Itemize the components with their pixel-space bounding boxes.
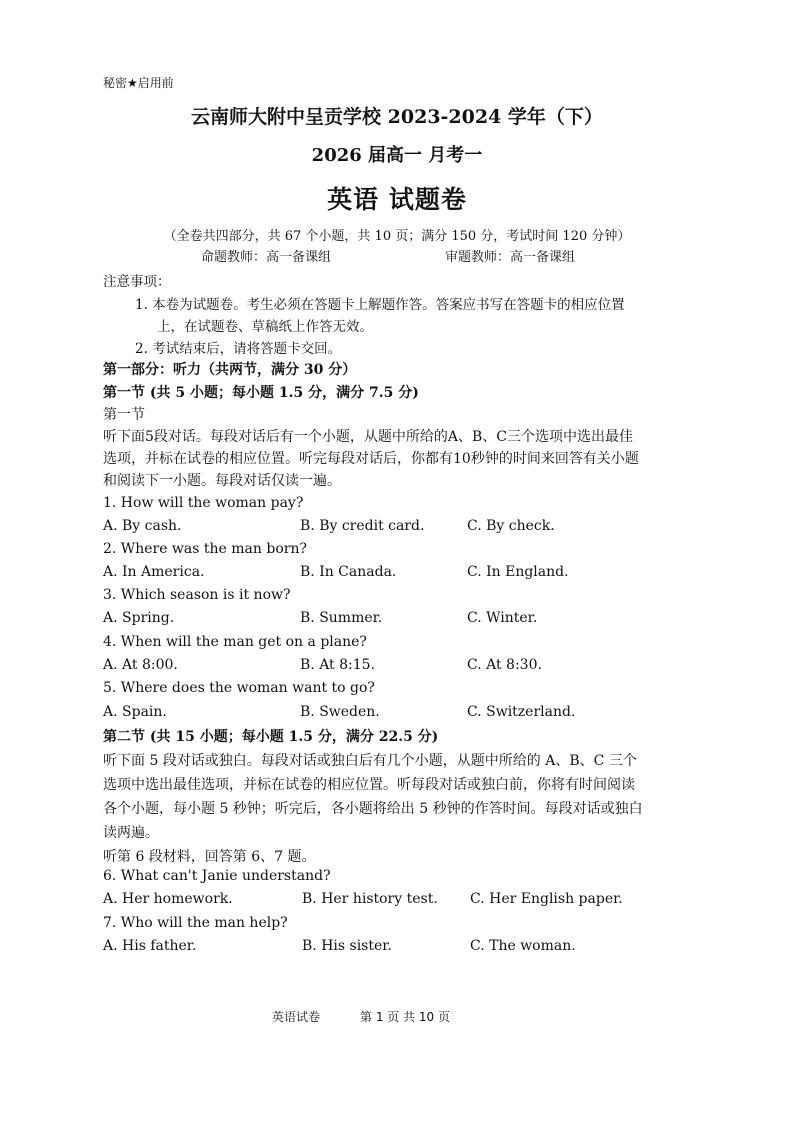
exam-info: （全卷共四部分，共 67 个小题，共 10 页；满分 150 分，考试时间 120 分钟） (163, 229, 631, 244)
note-1-line-2: 上，在试题卷、草稿纸上作答无效。 (157, 319, 373, 335)
question-7-option-a: A. His father. (103, 938, 197, 954)
question-5-option-b: B. Sweden. (300, 704, 380, 720)
section-2-instructions-line-2: 选项中选出最佳选项，并标在试卷的相应位置。听每段对话或独白前，你将有时间阅读 (103, 777, 635, 793)
section-2-instructions-line-4: 读两遍。 (103, 825, 159, 841)
school-title: 云南师大附中呈贡学校 2023-2024 学年（下） (191, 106, 603, 128)
question-4: 4. When will the man get on a plane? (103, 634, 367, 650)
question-6-option-b: B. Her history test. (302, 891, 438, 907)
question-3-option-c: C. Winter. (467, 610, 538, 626)
question-6: 6. What can't Janie understand? (103, 868, 331, 884)
confidential-label: 秘密★启用前 (103, 76, 174, 90)
question-2-option-b: B. In Canada. (300, 564, 397, 580)
footer-page-number: 第 1 页 共 10 页 (360, 1010, 450, 1024)
question-3-option-b: B. Summer. (300, 610, 383, 626)
question-7: 7. Who will the man help? (103, 915, 288, 931)
note-2: 2. 考试结束后，请将答题卡交回。 (135, 341, 342, 357)
section-1-title: 第一节 (共 5 小题；每小题 1.5 分，满分 7.5 分) (103, 385, 419, 401)
question-5-option-a: A. Spain. (103, 704, 167, 720)
question-4-option-a: A. At 8:00. (103, 657, 178, 673)
paper-title: 英语 试题卷 (327, 185, 467, 214)
section-1-instructions-line-1: 听下面5段对话。每段对话后有一个小题，从题中所给的A、B、C三个选项中选出最佳 (103, 429, 634, 445)
section-1-instructions-line-2: 选项，并标在试卷的相应位置。听完每段对话后，你都有10秒钟的时间来回答有关小题 (103, 451, 639, 467)
question-6-option-a: A. Her homework. (103, 891, 233, 907)
question-3-option-a: A. Spring. (103, 610, 175, 626)
notes-heading: 注意事项： (103, 274, 171, 290)
question-4-option-c: C. At 8:30. (467, 657, 542, 673)
question-1: 1. How will the woman pay? (103, 495, 304, 511)
question-1-option-c: C. By check. (467, 518, 555, 534)
section-2-instructions-line-3: 各个小题，每小题 5 秒钟；听完后，各小题将给出 5 秒钟的作答时间。每段对话或独白 (103, 801, 643, 817)
section-1-instructions-line-3: 和阅读下一小题。每段对话仅读一遍。 (103, 473, 341, 489)
question-4-option-b: B. At 8:15. (300, 657, 376, 673)
question-5: 5. Where does the woman want to go? (103, 680, 375, 696)
section-2-title: 第二节 (共 15 小题；每小题 1.5 分，满分 22.5 分) (103, 729, 439, 745)
question-2-option-a: A. In America. (103, 564, 205, 580)
question-6-option-c: C. Her English paper. (470, 891, 623, 907)
question-1-option-a: A. By cash. (103, 518, 182, 534)
exam-title: 2026 届高一 月考一 (311, 145, 483, 166)
footer-subject: 英语试卷 (272, 1010, 321, 1024)
question-3: 3. Which season is it now? (103, 587, 291, 603)
question-7-option-c: C. The woman. (470, 938, 576, 954)
question-1-option-b: B. By credit card. (300, 518, 425, 534)
question-5-option-c: C. Switzerland. (467, 704, 576, 720)
section-2-instructions-line-1: 听下面 5 段对话或独白。每段对话或独白后有几个小题，从题中所给的 A、B、C 三个 (103, 753, 637, 769)
section-1-subtitle: 第一节 (103, 407, 145, 423)
part-1-title: 第一部分：听力（共两节，满分 30 分） (103, 362, 357, 378)
reviewer-info: 审题教师：高一备课组 (445, 250, 576, 265)
note-1-line-1: 1. 本卷为试题卷。考生必须在答题卡上解题作答。答案应书写在答题卡的相应位置 (135, 297, 625, 313)
setter-info: 命题教师：高一备课组 (201, 250, 332, 265)
question-2-option-c: C. In England. (467, 564, 569, 580)
material-6-instruction: 听第 6 段材料，回答第 6、7 题。 (103, 849, 316, 865)
question-2: 2. Where was the man born? (103, 541, 307, 557)
question-7-option-b: B. His sister. (302, 938, 392, 954)
